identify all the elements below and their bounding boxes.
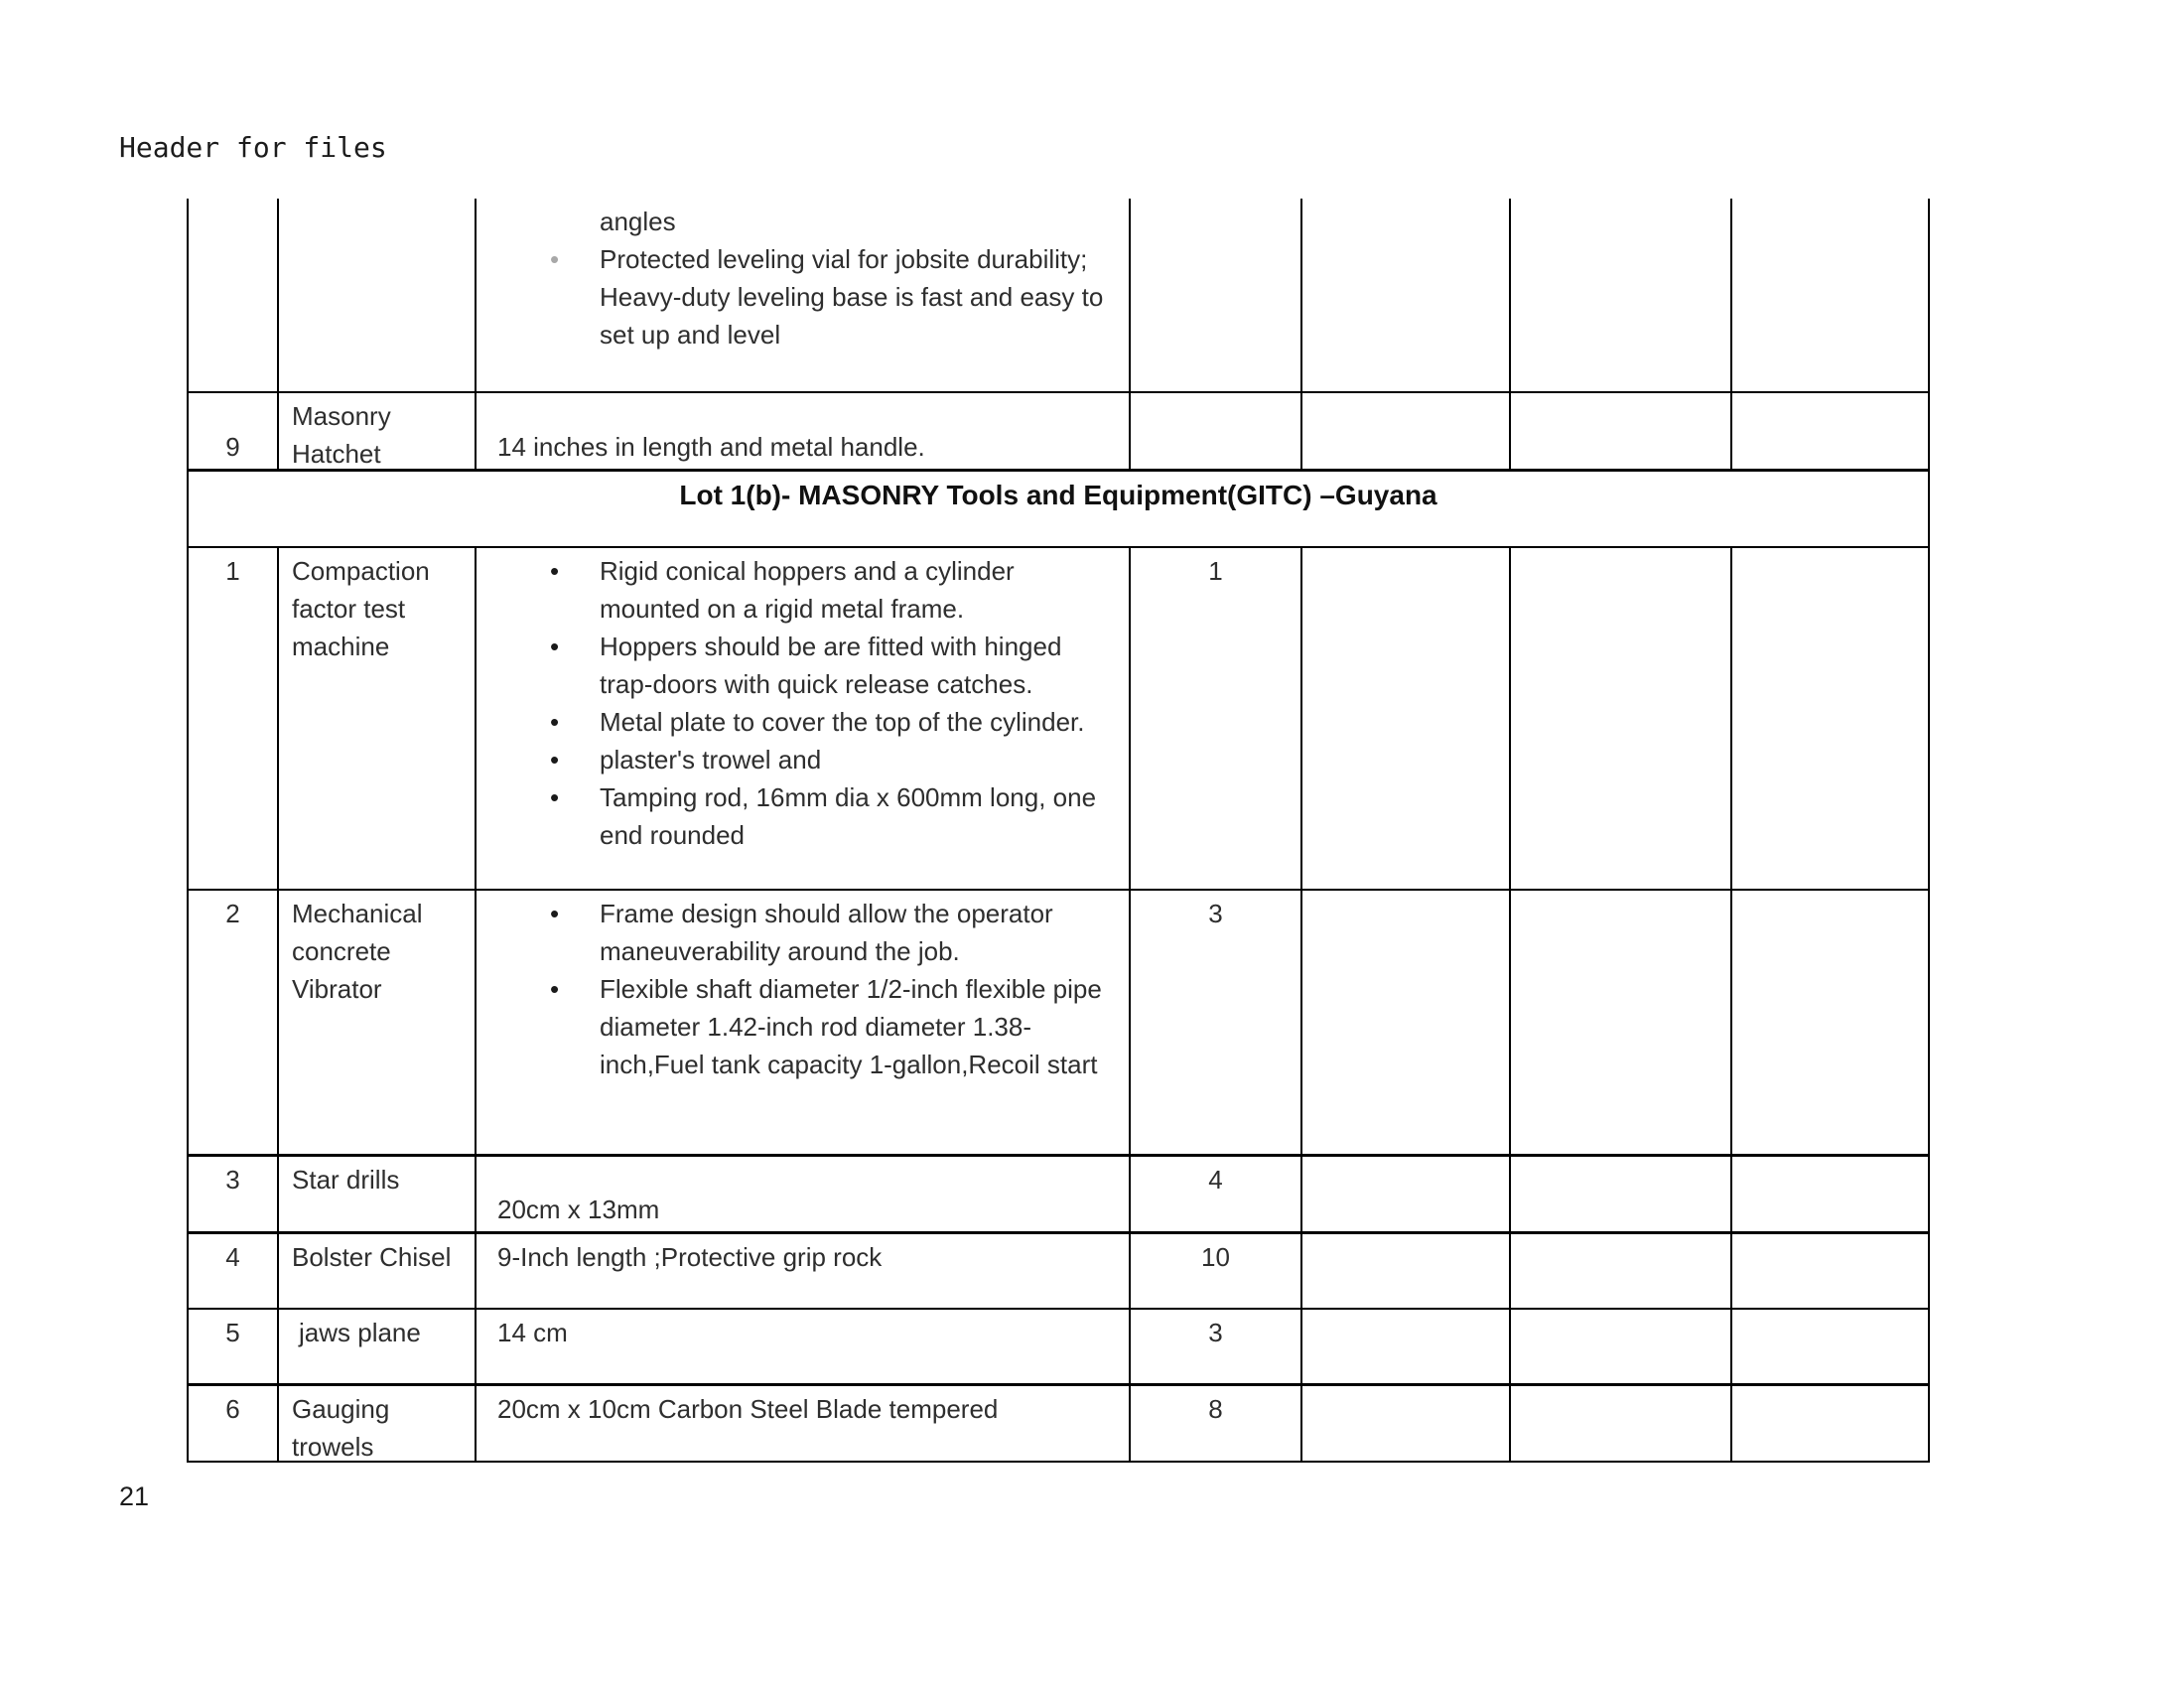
bullet-item <box>550 895 1121 970</box>
empty-cell <box>1302 1386 1511 1461</box>
empty-cell <box>1511 1157 1732 1231</box>
bullet-text: Frame design should allow the operator maneuverability around the job. <box>600 899 1053 966</box>
table-row <box>189 1310 1928 1386</box>
item-name-cell: Bolster Chisel <box>279 1234 477 1308</box>
item-name-cell: jaws plane <box>279 1310 477 1383</box>
document-header-text: Header for files <box>119 131 387 164</box>
empty-cell <box>1732 1386 1928 1461</box>
lot-section-header: Lot 1(b)- MASONRY Tools and Equipment(GITC) –Guyana <box>189 472 1928 548</box>
table-row-continued <box>189 199 1928 393</box>
quantity-cell <box>1131 393 1302 469</box>
bullet-icon: • <box>550 782 560 812</box>
quantity-cell: 10 <box>1131 1234 1302 1308</box>
table-row <box>189 1157 1928 1234</box>
bullet-icon: • <box>550 632 560 661</box>
bullet-item <box>550 552 1121 628</box>
item-description-cell <box>477 548 1131 889</box>
quantity-cell: 3 <box>1131 1310 1302 1383</box>
item-number-cell: 3 <box>189 1157 279 1231</box>
empty-cell <box>1732 1234 1928 1308</box>
equipment-spec-table <box>187 199 1930 1463</box>
bullet-text: Tamping rod, 16mm dia x 600mm long, one end rounded <box>600 782 1097 850</box>
item-name-cell: Compaction factor test machine <box>279 548 477 889</box>
empty-cell <box>1302 1234 1511 1308</box>
empty-cell <box>1511 199 1732 391</box>
bullet-icon: • <box>550 556 560 586</box>
bullet-icon: • <box>550 974 560 1004</box>
description-continuation-line: angles <box>600 207 676 236</box>
item-name-cell: Star drills <box>279 1157 477 1231</box>
item-number-cell: 2 <box>189 891 279 1154</box>
item-description-cell: 14 cm <box>477 1310 1131 1383</box>
bullet-item <box>550 778 1121 854</box>
item-name-cell: Mechanical concrete Vibrator <box>279 891 477 1154</box>
item-number-cell: 9 <box>189 393 279 469</box>
bullet-item <box>550 741 1121 778</box>
empty-cell <box>1302 891 1511 1154</box>
item-description-cell: 14 inches in length and metal handle. <box>477 393 1131 469</box>
bullet-icon: • <box>550 244 560 274</box>
bullet-item <box>550 628 1121 703</box>
quantity-cell <box>1131 199 1302 391</box>
bullet-text: Protected leveling vial for jobsite durability; Heavy-duty leveling base is fast and easy to set up and level <box>600 244 1104 350</box>
item-description-cell: 9-Inch length ;Protective grip rock <box>477 1234 1131 1308</box>
table-row <box>189 1386 1928 1463</box>
item-description-cell: 20cm x 10cm Carbon Steel Blade tempered <box>477 1386 1131 1461</box>
item-name-cell: Gauging trowels <box>279 1386 477 1461</box>
empty-cell <box>1732 891 1928 1154</box>
table-row <box>189 393 1928 472</box>
page-number: 21 <box>119 1481 150 1511</box>
empty-cell <box>1732 1310 1928 1383</box>
bullet-text: Metal plate to cover the top of the cylinder. <box>600 707 1085 737</box>
empty-cell <box>1302 1157 1511 1231</box>
bullet-icon: • <box>550 899 560 928</box>
item-number-cell: 5 <box>189 1310 279 1383</box>
bullet-icon: • <box>550 745 560 774</box>
item-number-cell <box>189 199 279 391</box>
empty-cell <box>1732 1157 1928 1231</box>
item-description-cell <box>477 891 1131 1154</box>
item-description-cell: 20cm x 13mm <box>477 1157 1131 1231</box>
item-description-cell <box>477 199 1131 391</box>
bullet-icon: • <box>550 707 560 737</box>
quantity-cell: 3 <box>1131 891 1302 1154</box>
quantity-cell: 8 <box>1131 1386 1302 1461</box>
empty-cell <box>1302 548 1511 889</box>
item-name-cell <box>279 199 477 391</box>
bullet-text: plaster's trowel and <box>600 745 822 774</box>
bullet-item <box>550 240 1121 353</box>
empty-cell <box>1302 393 1511 469</box>
empty-cell <box>1732 548 1928 889</box>
empty-cell <box>1511 548 1732 889</box>
empty-cell <box>1511 1386 1732 1461</box>
bullet-text: Flexible shaft diameter 1/2-inch flexible pipe diameter 1.42-inch rod diameter 1.38-inch,Fuel tank capacity 1-gallon,Recoil start <box>600 974 1102 1079</box>
table-row <box>189 1234 1928 1310</box>
empty-cell <box>1302 199 1511 391</box>
item-number-cell: 1 <box>189 548 279 889</box>
empty-cell <box>1732 393 1928 469</box>
table-row <box>189 548 1928 891</box>
bullet-text: Rigid conical hoppers and a cylinder mounted on a rigid metal frame. <box>600 556 1015 624</box>
empty-cell <box>1302 1310 1511 1383</box>
quantity-cell: 4 <box>1131 1157 1302 1231</box>
empty-cell <box>1511 1234 1732 1308</box>
empty-cell <box>1511 891 1732 1154</box>
item-number-cell: 6 <box>189 1386 279 1461</box>
empty-cell <box>1732 199 1928 391</box>
item-number-cell: 4 <box>189 1234 279 1308</box>
table-row <box>189 891 1928 1157</box>
item-name-cell: Masonry Hatchet <box>279 393 477 469</box>
empty-cell <box>1511 1310 1732 1383</box>
empty-cell <box>1511 393 1732 469</box>
bullet-item <box>550 703 1121 741</box>
quantity-cell: 1 <box>1131 548 1302 889</box>
bullet-text: Hoppers should be are fitted with hinged trap-doors with quick release catches. <box>600 632 1062 699</box>
bullet-item <box>550 970 1121 1083</box>
